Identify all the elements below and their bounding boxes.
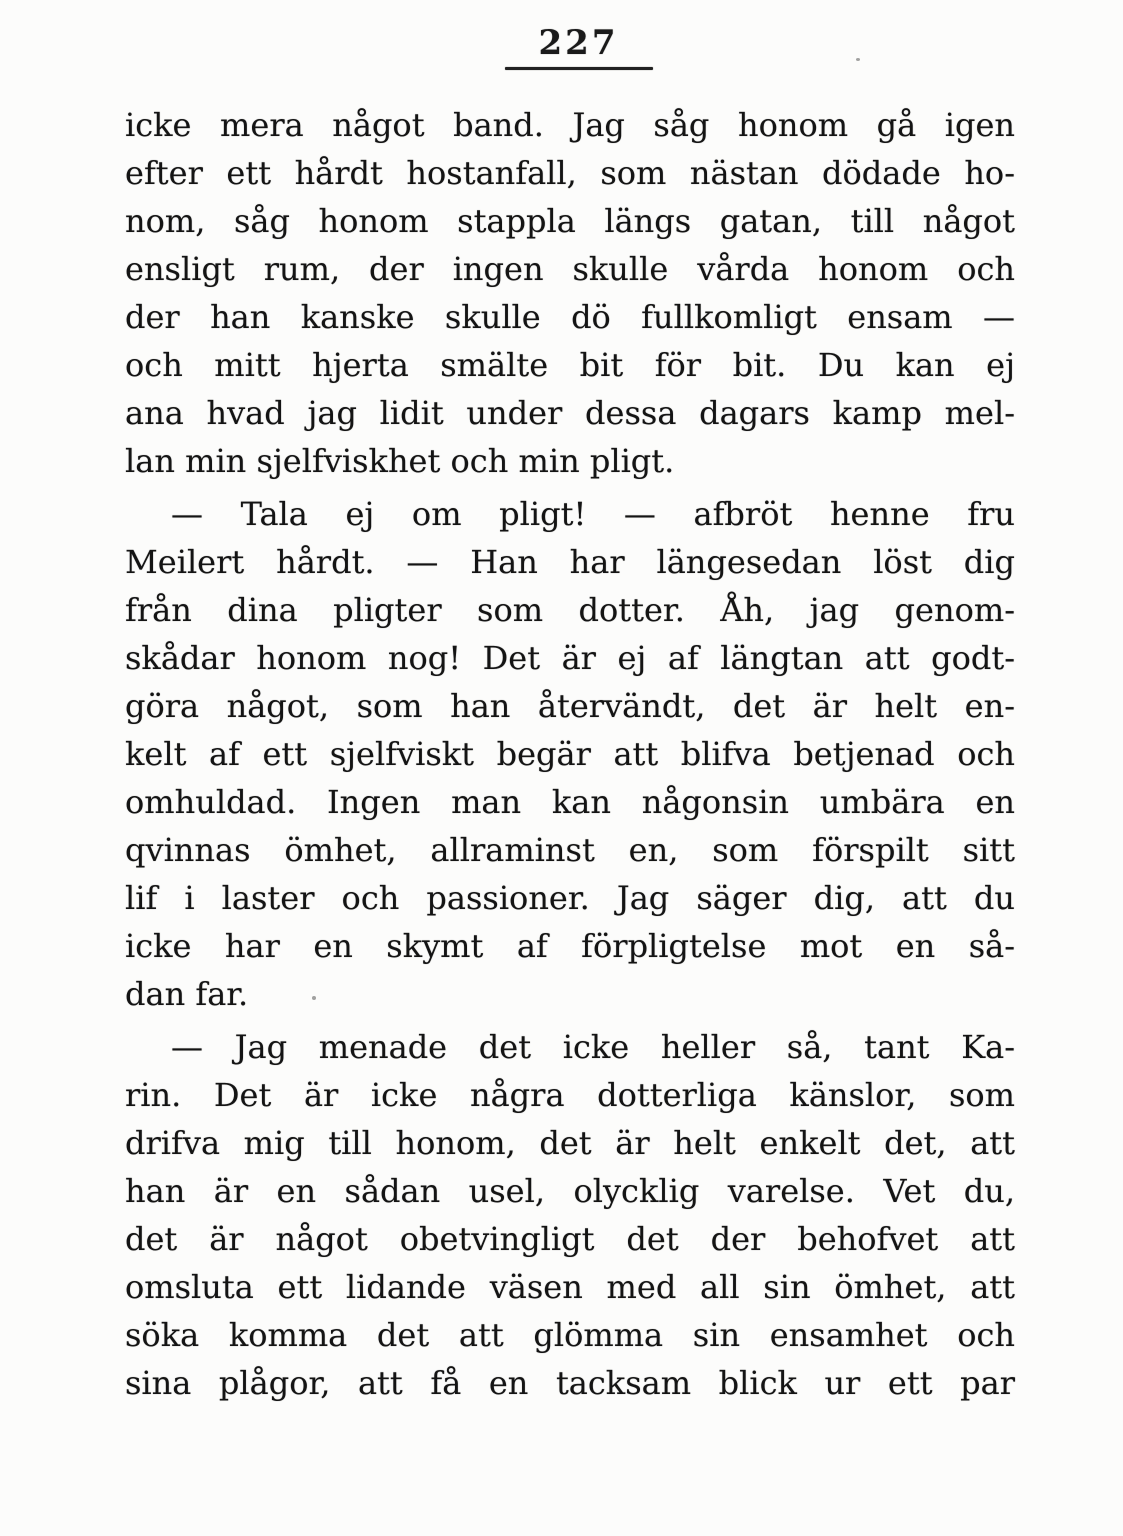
text-line: icke har en skymt af förpligtelse mot en så- xyxy=(125,927,1015,965)
text-line: göra något, som han återvändt, det är helt en- xyxy=(125,687,1015,725)
paragraph xyxy=(125,101,1015,485)
scan-speck xyxy=(856,58,860,61)
paragraph xyxy=(125,1023,1015,1407)
text-line: qvinnas ömhet, allraminst en, som förspilt sitt xyxy=(125,831,1015,869)
text-line: omhuldad. Ingen man kan någonsin umbära en xyxy=(125,783,1015,821)
text-line: efter ett hårdt hostanfall, som nästan dödade ho- xyxy=(125,154,1015,192)
text-line: omsluta ett lidande väsen med all sin ömhet, att xyxy=(125,1268,1015,1306)
text-line: — Jag menade det icke heller så, tant Ka- xyxy=(171,1028,1015,1066)
text-line: icke mera något band. Jag såg honom gå igen xyxy=(125,106,1015,144)
text-line: sina plågor, att få en tacksam blick ur ett par xyxy=(125,1364,1015,1402)
text-line: nom, såg honom stappla längs gatan, till något xyxy=(125,202,1015,240)
text-line: från dina pligter som dotter. Åh, jag genom- xyxy=(125,591,1015,629)
paragraph xyxy=(125,490,1015,1018)
text-line: ensligt rum, der ingen skulle vårda honom och xyxy=(125,250,1015,288)
page-number: 227 xyxy=(538,23,619,63)
scan-speck xyxy=(312,996,316,1000)
text-line: han är en sådan usel, olycklig varelse. Vet du, xyxy=(125,1172,1015,1210)
text-line: rin. Det är icke några dotterliga känslor, som xyxy=(125,1076,1015,1114)
text-line: ana hvad jag lidit under dessa dagars kamp mel- xyxy=(125,394,1015,432)
text-line: der han kanske skulle dö fullkomligt ensam — xyxy=(125,298,1015,336)
text-line: kelt af ett sjelfviskt begär att blifva betjenad och xyxy=(125,735,1015,773)
running-head xyxy=(17,23,1123,70)
text-line: lif i laster och passioner. Jag säger dig, att du xyxy=(125,879,1015,917)
page-number-rule xyxy=(505,67,653,70)
text-line: dan far. xyxy=(125,975,249,1013)
text-line: Meilert hårdt. — Han har längesedan löst dig xyxy=(125,543,1015,581)
text-line: — Tala ej om pligt! — afbröt henne fru xyxy=(171,495,1015,533)
text-block xyxy=(125,101,1015,1407)
text-line: skådar honom nog! Det är ej af längtan att godt- xyxy=(125,639,1015,677)
text-line: det är något obetvingligt det der behofvet att xyxy=(125,1220,1015,1258)
text-line: och mitt hjerta smälte bit för bit. Du kan ej xyxy=(125,346,1015,384)
text-line: söka komma det att glömma sin ensamhet och xyxy=(125,1316,1015,1354)
text-line: drifva mig till honom, det är helt enkelt det, att xyxy=(125,1124,1015,1162)
text-line: lan min sjelfviskhet och min pligt. xyxy=(125,442,675,480)
